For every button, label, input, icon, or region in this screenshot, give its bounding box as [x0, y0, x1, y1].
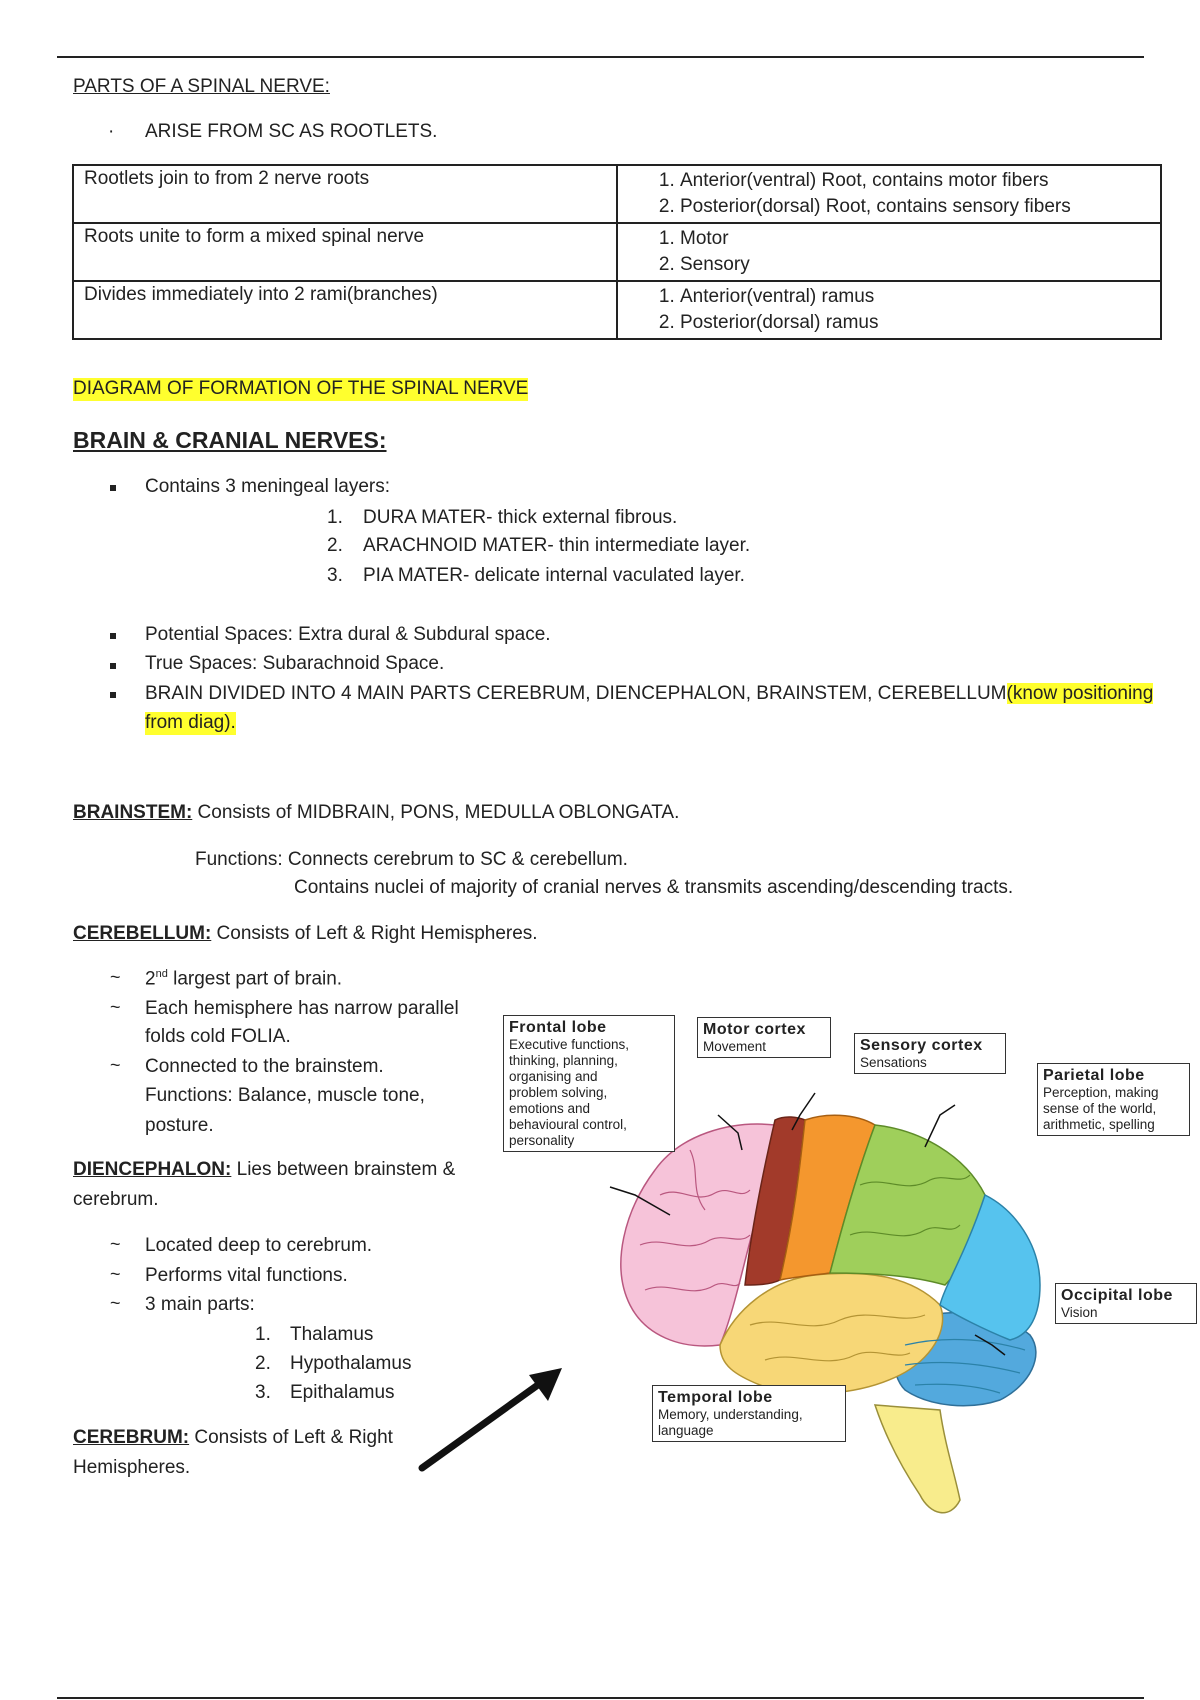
list-number: 2.	[327, 535, 343, 556]
diencephalon-point-2: Performs vital functions.	[145, 1265, 348, 1286]
list-number: 2.	[255, 1353, 271, 1374]
parietal-lobe-title: Parietal lobe	[1043, 1067, 1145, 1084]
cerebellum-point-2b: folds cold FOLIA.	[145, 1026, 291, 1047]
arrow-icon	[410, 1360, 570, 1480]
diencephalon-part: Epithalamus	[290, 1382, 395, 1403]
diencephalon-text-2: cerebrum.	[73, 1189, 159, 1210]
top-rule	[57, 56, 1144, 58]
sensory-cortex-label	[854, 1033, 1006, 1074]
cerebellum-point-3a: Connected to the brainstem.	[145, 1056, 384, 1077]
frontal-lobe-desc: emotions and	[509, 1101, 591, 1116]
list-item: 2. Posterior(dorsal) ramus	[680, 310, 1150, 336]
bullet-square	[110, 485, 116, 491]
brain-divided-text: BRAIN DIVIDED INTO 4 MAIN PARTS CEREBRUM, DIENCEPHALON, BRAINSTEM, CEREBELLUM	[145, 683, 1007, 704]
table-row	[73, 281, 1161, 339]
tilde-bullet: ~	[110, 997, 121, 1017]
diagram-note: DIAGRAM OF FORMATION OF THE SPINAL NERVE	[73, 378, 529, 399]
tilde-bullet: ~	[110, 1264, 121, 1284]
bullet-square	[110, 692, 116, 698]
list-item: 1. Motor	[680, 226, 1150, 252]
meningeal-layer: PIA MATER- delicate internal vaculated layer.	[363, 565, 745, 586]
motor-cortex-title: Motor cortex	[703, 1021, 806, 1038]
table-cell	[617, 281, 1161, 339]
positioning-highlight: (know positioning	[1006, 683, 1154, 704]
tilde-bullet: ~	[110, 1234, 121, 1254]
brain-diagram	[600, 1075, 1100, 1535]
spinal-nerve-table	[72, 164, 1162, 340]
cerebrum-label: CEREBRUM:	[73, 1427, 190, 1448]
cerebellum-point-1	[145, 968, 342, 991]
temporal-lobe-label	[652, 1385, 846, 1442]
motor-cortex-label	[697, 1017, 831, 1058]
table-cell	[617, 165, 1161, 223]
bullet-square	[110, 633, 116, 639]
frontal-lobe-title: Frontal lobe	[509, 1019, 607, 1036]
frontal-lobe-label	[503, 1015, 675, 1152]
list-item: 1. Anterior(ventral) Root, contains motor fibers	[680, 168, 1150, 194]
table-cell	[617, 223, 1161, 281]
diencephalon-text: Lies between brainstem &	[231, 1159, 456, 1180]
diencephalon-part: Hypothalamus	[290, 1353, 412, 1374]
temporal-lobe-desc: language	[658, 1423, 714, 1438]
tilde-bullet: ~	[110, 1055, 121, 1075]
ordinal-number: 2	[145, 968, 156, 990]
temporal-lobe-title: Temporal lobe	[658, 1389, 773, 1406]
cerebrum-line	[73, 1427, 393, 1450]
cerebrum-text-2: Hemispheres.	[73, 1457, 191, 1478]
list-item: 1. Anterior(ventral) ramus	[680, 284, 1150, 310]
positioning-highlight-cont: from diag).	[145, 712, 236, 733]
brainstem-label: BRAINSTEM:	[73, 802, 193, 823]
list-number: 1.	[255, 1324, 271, 1345]
table-row	[73, 165, 1161, 223]
cerebellum-label: CEREBELLUM:	[73, 923, 212, 944]
brainstem-line	[73, 802, 679, 825]
bullet-square	[110, 663, 116, 669]
cerebellum-text: Consists of Left & Right Hemispheres.	[211, 923, 538, 944]
table-cell: Rootlets join to from 2 nerve roots	[73, 165, 617, 223]
sensory-cortex-title: Sensory cortex	[860, 1037, 983, 1054]
diencephalon-point-3: 3 main parts:	[145, 1294, 255, 1315]
parietal-lobe-label	[1037, 1063, 1190, 1136]
parts-title: PARTS OF A SPINAL NERVE:	[73, 76, 330, 97]
diencephalon-part: Thalamus	[290, 1324, 374, 1345]
list-number: 3.	[327, 565, 343, 586]
cerebellum-point-2a: Each hemisphere has narrow parallel	[145, 998, 459, 1019]
arise-text: ARISE FROM SC AS ROOTLETS.	[145, 121, 438, 142]
cerebellum-point-3c: posture.	[145, 1115, 214, 1136]
occipital-lobe-desc: Vision	[1061, 1305, 1098, 1320]
cerebellum-point-text: largest part of brain.	[167, 968, 343, 990]
diencephalon-line	[73, 1159, 455, 1182]
tilde-bullet: ~	[110, 967, 121, 987]
cerebrum-text: Consists of Left & Right	[189, 1427, 393, 1448]
frontal-lobe-desc: organising and	[509, 1069, 598, 1084]
list-item: 2. Sensory	[680, 252, 1150, 278]
list-number: 3.	[255, 1382, 271, 1403]
brain-heading: BRAIN & CRANIAL NERVES:	[73, 427, 387, 453]
diencephalon-point-1: Located deep to cerebrum.	[145, 1235, 373, 1256]
sensory-cortex-desc: Sensations	[860, 1055, 927, 1070]
table-cell: Divides immediately into 2 rami(branches)	[73, 281, 617, 339]
potential-spaces: Potential Spaces: Extra dural & Subdural space.	[145, 624, 551, 645]
meningeal-layer: ARACHNOID MATER- thin intermediate layer.	[363, 535, 751, 556]
brainstem-text: Consists of MIDBRAIN, PONS, MEDULLA OBLONGATA.	[192, 802, 680, 823]
temporal-lobe-desc: Memory, understanding,	[658, 1407, 803, 1422]
parietal-lobe-desc: arithmetic, spelling	[1043, 1117, 1155, 1132]
frontal-lobe-desc: Executive functions,	[509, 1037, 630, 1052]
true-spaces: True Spaces: Subarachnoid Space.	[145, 653, 445, 674]
list-number: 1.	[327, 507, 343, 528]
tilde-bullet: ~	[110, 1293, 121, 1313]
frontal-lobe-desc: thinking, planning,	[509, 1053, 618, 1068]
motor-cortex-desc: Movement	[703, 1039, 767, 1054]
frontal-lobe-desc: problem solving,	[509, 1085, 608, 1100]
arise-bullet: ·	[108, 121, 115, 142]
brainstem-functions-2: Contains nuclei of majority of cranial nerves & transmits ascending/descending tracts.	[294, 877, 1014, 898]
diencephalon-label: DIENCEPHALON:	[73, 1159, 232, 1180]
brainstem-shape	[875, 1405, 960, 1513]
table-cell: Roots unite to form a mixed spinal nerve	[73, 223, 617, 281]
cerebellum-line	[73, 923, 538, 946]
parietal-lobe-desc: Perception, making	[1043, 1085, 1159, 1100]
table-row	[73, 223, 1161, 281]
brainstem-functions-1: Functions: Connects cerebrum to SC & cerebellum.	[195, 849, 628, 870]
occipital-lobe-label	[1055, 1283, 1197, 1324]
brain-divided-line	[145, 683, 1153, 706]
frontal-lobe-desc: personality	[509, 1133, 575, 1148]
frontal-lobe-desc: behavioural control,	[509, 1117, 627, 1132]
occipital-lobe-title: Occipital lobe	[1061, 1287, 1173, 1304]
ordinal-suffix: nd	[155, 968, 168, 980]
meningeal-intro: Contains 3 meningeal layers:	[145, 476, 391, 497]
bottom-rule	[57, 1697, 1144, 1699]
parietal-lobe-desc: sense of the world,	[1043, 1101, 1157, 1116]
list-item: 2. Posterior(dorsal) Root, contains sensory fibers	[680, 194, 1150, 220]
meningeal-layer: DURA MATER- thick external fibrous.	[363, 507, 678, 528]
cerebellum-point-3b: Functions: Balance, muscle tone,	[145, 1085, 425, 1106]
